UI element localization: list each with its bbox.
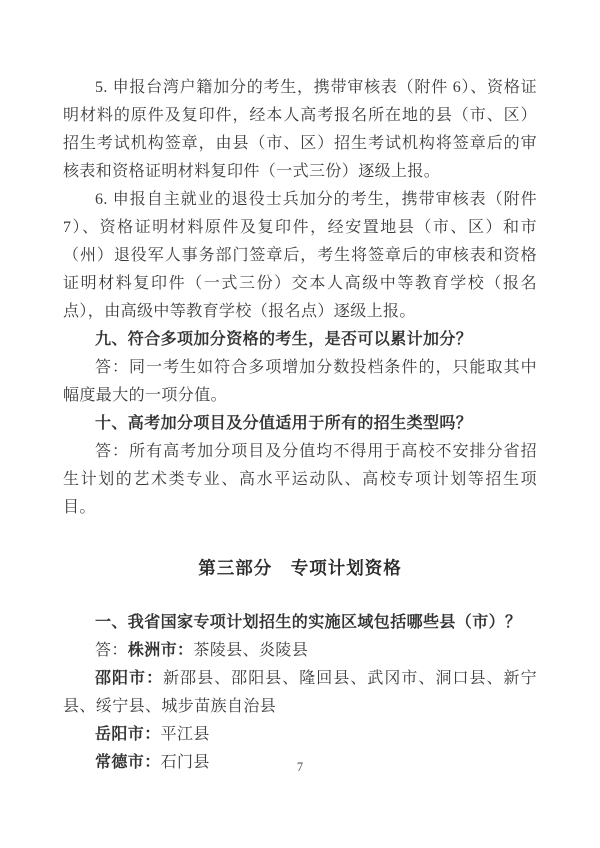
section-heading: 第三部分 专项计划资格 [198,558,402,578]
faq-answer-9: 答：同一考生如符合多项增加分数投档条件的，只能取其中幅度最大的一项分值。 [63,359,537,404]
county-list-changde: 石门县 [160,754,210,771]
page-content [63,74,537,777]
section3-question-1: 一、我省国家专项计划招生的实施区域包括哪些县（市）？ [95,614,522,631]
faq-item-6: 6. 申报自主就业的退役士兵加分的考生，携带审核表（附件7）、资格证明材料原件及复印件，经安置地县（市、区）和市（州）退役军人事务部门签章后，考生将签章后的审核表和资格证明材料复印件（一式三份）交本人高级中等教育学校（报名点），由高级中等教育学校（报名点）逐级上报。 [63,191,537,320]
city-name-zhuzhou: 株洲市： [127,642,194,659]
answer-prefix: 答： [95,642,128,659]
city-name-yueyang: 岳阳市： [95,726,161,743]
faq-question-10: 十、高考加分项目及分值适用于所有的招生类型吗？ [95,415,473,432]
faq-question-9: 九、符合多项加分资格的考生，是否可以累计加分？ [95,331,473,348]
county-list-zhuzhou: 茶陵县、炎陵县 [193,642,309,659]
answer-region-yueyang [63,721,537,749]
faq-item-5: 5. 申报台湾户籍加分的考生，携带审核表（附件 6）、资格证明材料的原件及复印件，经本人高考报名所在地的县（市、区）招生考试机构签章，由县（市、区）招生考试机构将签章后的审核表和资格证明材料复印件（一式三份）逐级上报。 [63,79,537,180]
county-list-shaoyang: 新邵县、邵阳县、隆回县、武冈市、洞口县、新宁县、绥宁县、城步苗族自治县 [63,670,537,715]
city-name-shaoyang: 邵阳市： [95,670,164,687]
page-number: 7 [296,760,304,774]
answer-region-shaoyang [63,665,537,721]
county-list-yueyang: 平江县 [160,726,210,743]
city-name-changde: 常德市： [95,754,161,771]
faq-answer-10: 答：所有高考加分项目及分值均不得用于高校不安排分省招生计划的艺术类专业、高水平运动队、高校专项计划等招生项目。 [63,443,537,516]
answer-region-zhuzhou [63,637,537,665]
